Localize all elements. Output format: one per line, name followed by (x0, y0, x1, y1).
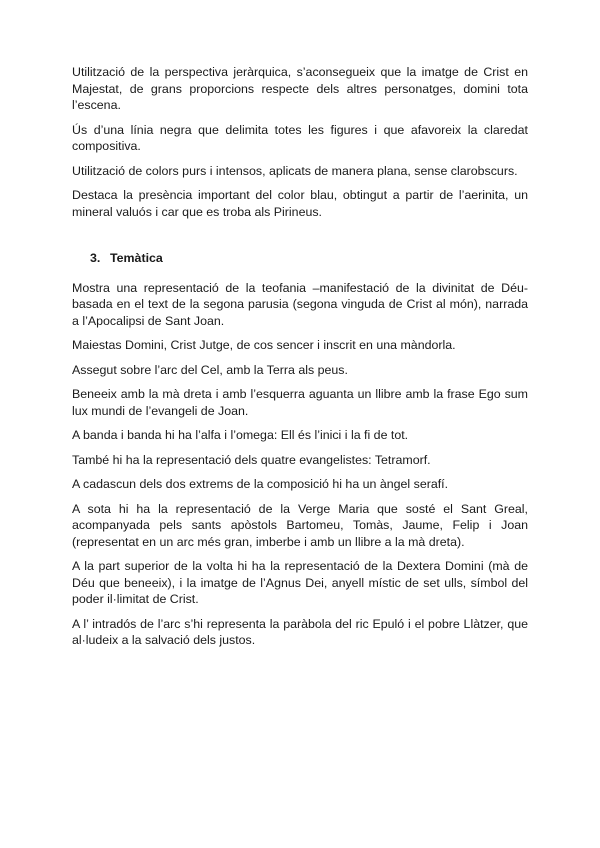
paragraph-theophany: Mostra una representació de la teofania –manifestació de la divinitat de Déu- basada en el text de la segona parusia (segona vinguda de Crist al món), narrada a l’Apocalipsi de Sant Joan. (72, 280, 528, 328)
paragraph-tetramorph: També hi ha la representació dels quatre evangelistes: Tetramorf. (72, 452, 431, 467)
paragraph-intrados: A l’ intradós de l’arc s’hi representa la paràbola del ric Epuló i el pobre Llàtzer, que al·ludeix a la salvació dels justos. (72, 616, 528, 647)
paragraph-blessing: Beneeix amb la mà dreta i amb l’esquerra aguanta un llibre amb la frase Ego sum lux mundi de l’evangeli de Joan. (72, 387, 528, 418)
document-page (72, 64, 528, 657)
paragraph-pure-colors: Utilització de colors purs i intensos, aplicats de manera plana, sense clarobscurs. (72, 163, 518, 178)
section-number: 3. (90, 251, 101, 265)
paragraph-black-outline: Ús d’una línia negra que delimita totes les figures i que afavoreix la claredat compositiva. (72, 122, 528, 153)
paragraph-alpha-omega: A banda i banda hi ha l’alfa i l’omega: Ell és l’inici i la fi de tot. (72, 428, 409, 442)
section-heading (90, 250, 528, 267)
paragraph-virgin-mary: A sota hi ha la representació de la Verge Maria que sosté el Sant Greal, acompanyada pels sants apòstols Bartomeu, Tomàs, Jaume, Felip i Joan (representat en un arc més gran, imberbe i amb un llibre a la mà dreta). (72, 501, 528, 549)
paragraph-maiestas-domini: Maiestas Domini, Crist Jutge, de cos sencer i inscrit en una màndorla. (72, 338, 456, 352)
paragraph-hierarchical-perspective: Utilització de la perspectiva jeràrquica, s’aconsegueix que la imatge de Crist en Majestat, de grans proporcions respecte dels altres personatges, domini tota l’escena. (72, 65, 528, 112)
paragraph-dextera-domini: A la part superior de la volta hi ha la representació de la Dextera Domini (mà de Déu que beneeix), i la imatge de l’Agnus Dei, anyell místic de set ulls, símbol del poder il·limitat de Crist. (72, 559, 528, 606)
paragraph-seraphim: A cadascun dels dos extrems de la composició hi ha un àngel serafí. (72, 477, 449, 491)
paragraph-blue-color: Destaca la presència important del color blau, obtingut a partir de l’aerinita, un mineral valuós i car que es troba als Pirineus. (72, 188, 528, 219)
paragraph-seated: Assegut sobre l’arc del Cel, amb la Terra als peus. (72, 362, 348, 377)
section-title: Temàtica (110, 251, 163, 265)
